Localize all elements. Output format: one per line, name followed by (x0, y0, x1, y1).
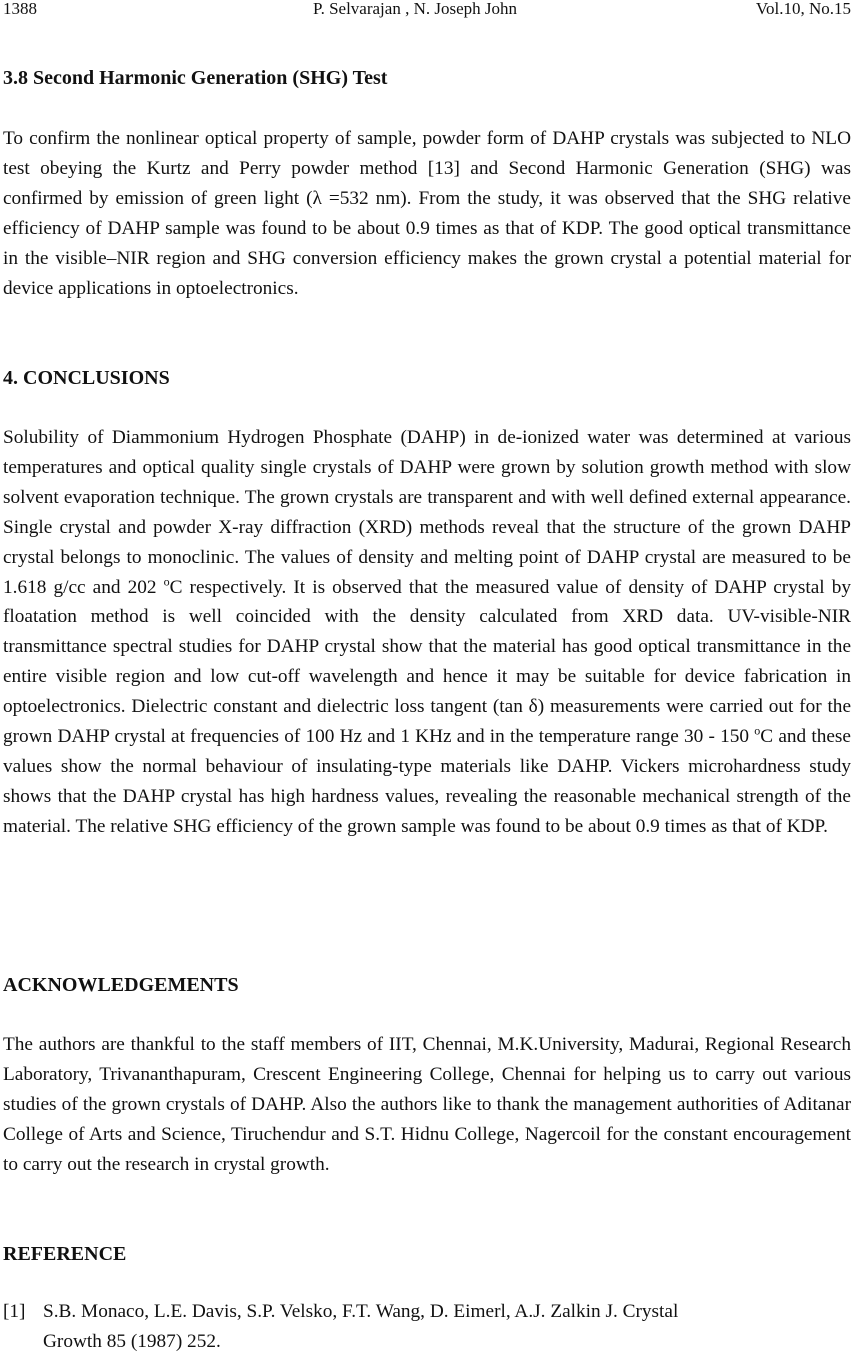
page-number: 1388 (3, 0, 37, 18)
header-volume: Vol.10, No.15 (755, 0, 851, 18)
reference-heading: REFERENCE (3, 1243, 127, 1265)
header-authors: P. Selvarajan , N. Joseph John (313, 0, 517, 18)
degree-symbol: o (754, 723, 761, 738)
conclusions-heading: 4. CONCLUSIONS (3, 367, 170, 389)
conclusions-text-3: C and these values show the normal behaviour of insulating-type materials like DAHP. Vickers microhardness study shows that the DAHP crystal has high hardness values, revealing the reasonable mechanical strength of the material. The relative SHG efficiency of the grown sample was found to be about 0.9 times as that of KDP. (3, 726, 851, 837)
degree-symbol: o (163, 574, 170, 589)
conclusions-text-2: C respectively. It is observed that the measured value of density of DAHP crystal by floatation method is well coincided with the density calculated from XRD data. UV-visible-NIR transmittance spectral studies for DAHP crystal show that the material has good optical transmittance in the entire visible region and low cut-off wavelength and hence it may be suitable for device fabrication in optoelectronics. Dielectric constant and dielectric loss tangent (tan δ) measurements were carried out for the grown DAHP crystal at frequencies of 100 Hz and 1 KHz and in the temperature range 30 - 150 (3, 576, 851, 748)
reference-line-2: Growth 85 (1987) 252. (43, 1331, 221, 1352)
acknowledgements-paragraph: The authors are thankful to the staff members of IIT, Chennai, M.K.University, Madurai, Regional Research Laboratory, Trivananthapuram, Crescent Engineering College, Chennai for helping us to carry out various studies of the grown crystals of DAHP. Also the authors like to thank the management authorities of Aditanar College of Arts and Science, Tiruchendur and S.T. Hidnu College, Nagercoil for the constant encouragement to carry out the research in crystal growth. (3, 1034, 851, 1175)
acknowledgements-heading: ACKNOWLEDGEMENTS (3, 974, 239, 996)
reference-line-1: S.B. Monaco, L.E. Davis, S.P. Velsko, F.T. Wang, D. Eimerl, A.J. Zalkin J. Crystal (43, 1301, 679, 1322)
reference-item (3, 1297, 851, 1357)
shg-heading: 3.8 Second Harmonic Generation (SHG) Test (3, 67, 388, 89)
conclusions-text-1: Solubility of Diammonium Hydrogen Phosphate (DAHP) in de-ionized water was determined at various temperatures and optical quality single crystals of DAHP were grown by solution growth method with slow solvent evaporation technique. The grown crystals are transparent and with well defined external appearance. Single crystal and powder X-ray diffraction (XRD) methods reveal that the structure of the grown DAHP crystal belongs to monoclinic. The values of density and melting point of DAHP crystal are measured to be 1.618 g/cc and 202 (3, 427, 851, 598)
reference-number: [1] (3, 1301, 26, 1322)
shg-paragraph: To confirm the nonlinear optical property of sample, powder form of DAHP crystals was subjected to NLO test obeying the Kurtz and Perry powder method [13] and Second Harmonic Generation (SHG) was confirmed by emission of green light (λ =532 nm). From the study, it was observed that the SHG relative efficiency of DAHP sample was found to be about 0.9 times as that of KDP. The good optical transmittance in the visible–NIR region and SHG conversion efficiency makes the grown crystal a potential material for device applications in optoelectronics. (3, 128, 851, 299)
conclusions-paragraph (3, 423, 851, 842)
